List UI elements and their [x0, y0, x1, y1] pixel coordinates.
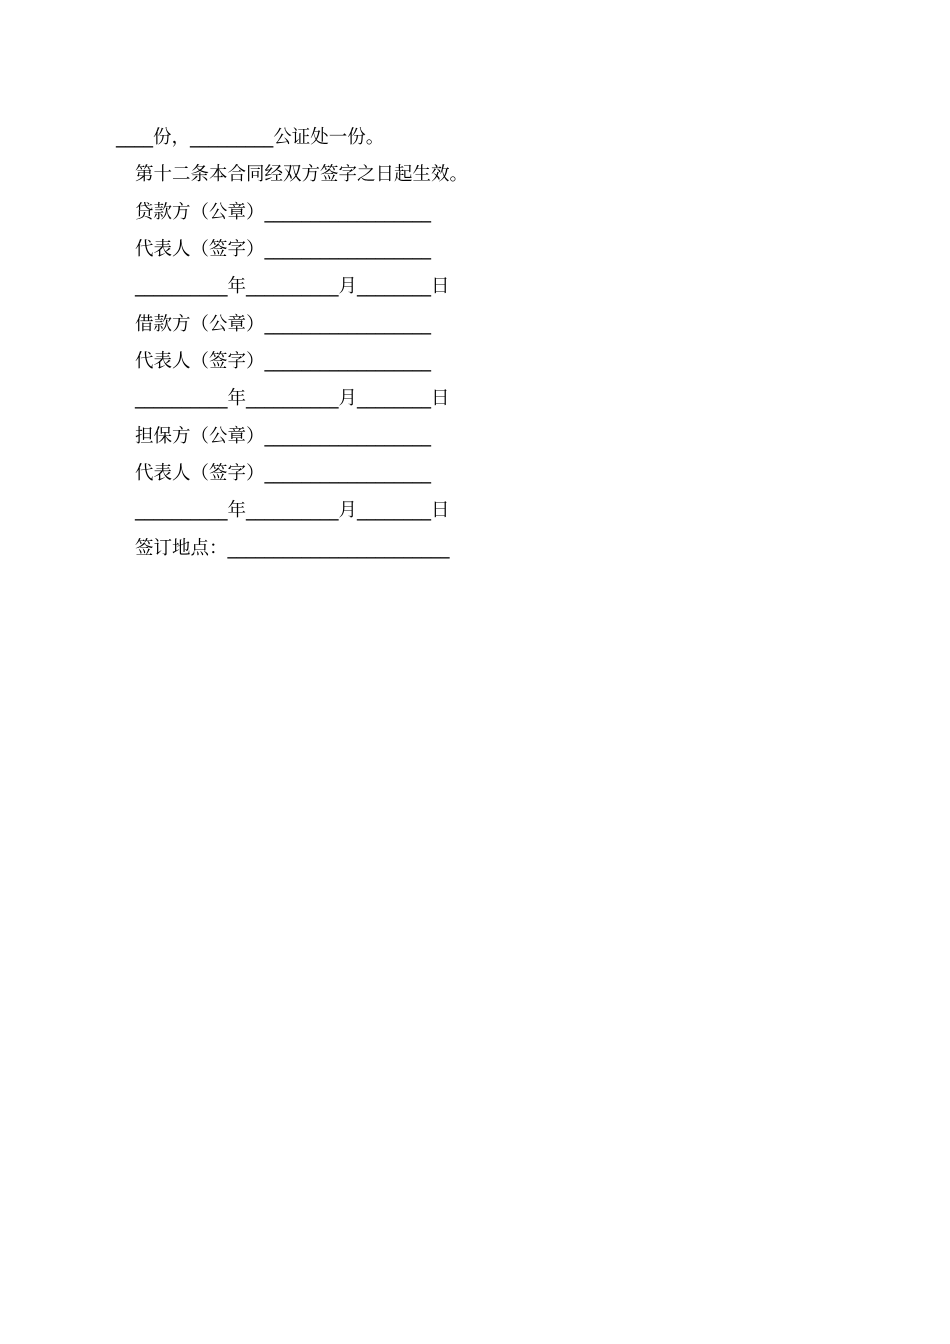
lender-representative-signature-line: 代表人（签字）__________________: [135, 239, 432, 260]
article-twelve-effective-clause: 第十二条本合同经双方签字之日起生效。: [135, 164, 469, 185]
borrower-representative-signature-line: 代表人（签字）__________________: [135, 351, 432, 372]
signing-location-line: 签订地点：________________________: [135, 538, 450, 559]
guarantor-date-line: __________年__________月________日: [135, 500, 450, 521]
copies-distribution-line: ____份，_________公证处一份。: [116, 127, 385, 148]
lender-seal-line: 贷款方（公章）__________________: [135, 202, 432, 223]
guarantor-seal-line: 担保方（公章）__________________: [135, 426, 432, 447]
guarantor-representative-signature-line: 代表人（签字）__________________: [135, 463, 432, 484]
lender-date-line: __________年__________月________日: [135, 276, 450, 297]
borrower-date-line: __________年__________月________日: [135, 388, 450, 409]
borrower-seal-line: 借款方（公章）__________________: [135, 314, 432, 335]
